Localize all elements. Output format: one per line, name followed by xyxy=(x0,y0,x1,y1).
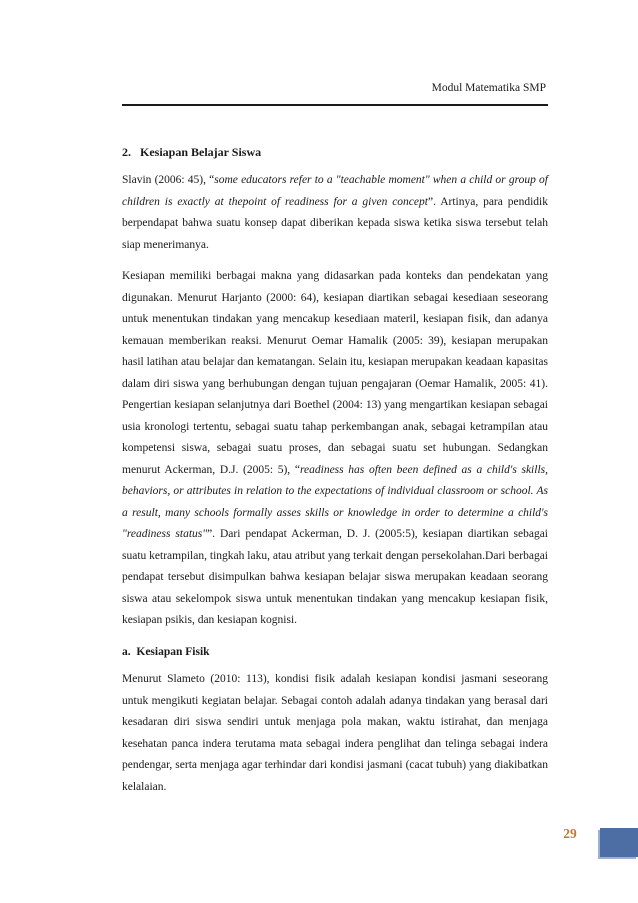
ackerman-quote: readiness has often been defined as a child's skills, behaviors, or attributes in relation to the expectations of individual classroom or school. As a result, many schools formally asses skills or knowledge in order to determine a child's "readiness status" xyxy=(122,463,548,540)
page-tab-decoration xyxy=(600,828,638,857)
subsection-title: Kesiapan Fisik xyxy=(136,645,210,658)
slavin-quote: some educators refer to a "teachable moment" when a child or group of children is exactly at thepoint of readiness for a given concept xyxy=(122,174,548,208)
paragraph-slavin xyxy=(122,170,548,256)
slavin-tail: ”. Artinya, para pendidik berpendapat bahwa suatu konsep dapat diberikan kepada siswa ketika siswa tersebut telah siap menerimanya. xyxy=(122,195,548,251)
slavin-lead: Slavin (2006: 45), “ xyxy=(122,174,215,186)
paragraph-kesiapan-fisik: Menurut Slameto (2010: 113), kondisi fisik adalah kesiapan kondisi jasmani seseorang untuk mengikuti kegiatan belajar. Sebagai contoh adalah adanya tindakan yang berasal dari kesadaran diri siswa sendiri untuk menjaga pola makan, waktu istirahat, dan menjaga kesehatan panca indera terutama mata sebagai indera penglihat dan telinga sebagai indera pendengar, serta menjaga agar terhindar dari kondisi jasmani (cacat tubuh) yang diakibatkan kelalaian. xyxy=(122,673,548,793)
subsection-heading xyxy=(122,642,548,664)
header-title: Modul Matematika SMP xyxy=(431,82,546,94)
section-heading xyxy=(122,143,548,161)
section-title: Kesiapan Belajar Siswa xyxy=(140,145,262,159)
section-number: 2. xyxy=(122,145,131,159)
kesiapan-text-2: ”. Dari pendapat Ackerman, D. J. (2005:5), kesiapan diartikan sebagai suatu ketrampilan, tingkah laku, atau atribut yang terkait dengan persekolahan.Dari berbagai pendapat tersebut disimpulkan bahwa kesiapan belajar siswa merupakan keadaan seorang siswa atau sekelompok siswa untuk menentukan tindakan yang mencakup kesiapan fisik, kesiapan psikis, dan kesiapan kognisi. xyxy=(122,528,548,626)
page-body xyxy=(122,143,548,808)
running-header xyxy=(122,82,546,94)
header-rule xyxy=(122,104,548,106)
page-number: 29 xyxy=(563,826,577,841)
kesiapan-text-1: Kesiapan memiliki berbagai makna yang didasarkan pada konteks dan pendekatan yang digunakan. Menurut Harjanto (2000: 64), kesiapan diartikan sebagai kesediaan seseorang untuk menentukan tindakan yang mencakup kesediaan materil, kesiapan fisik, dan adanya kemauan memberikan reaksi. Menurut Oemar Hamalik (2005: 39), kesiapan merupakan hasil latihan atau belajar dan kematangan. Selain itu, kesiapan merupakan keadaan kapasitas dalam diri siswa yang berhubungan dengan tujuan pengajaran (Oemar Hamalik, 2005: 41). Pengertian kesiapan selanjutnya dari Boethel (2004: 13) yang mengartikan kesiapan sebagai usia kronologi tertentu, sebagai suatu tahap perkembangan anak, sebagai ketrampilan atau kompetensi siswa, sebagai suatu proses, dan sebagai suatu set hubungan. Sedangkan menurut Ackerman, D.J. (2005: 5), “ xyxy=(122,270,548,476)
subsection-number: a. xyxy=(122,645,131,658)
paragraph-kesiapan xyxy=(122,266,548,632)
